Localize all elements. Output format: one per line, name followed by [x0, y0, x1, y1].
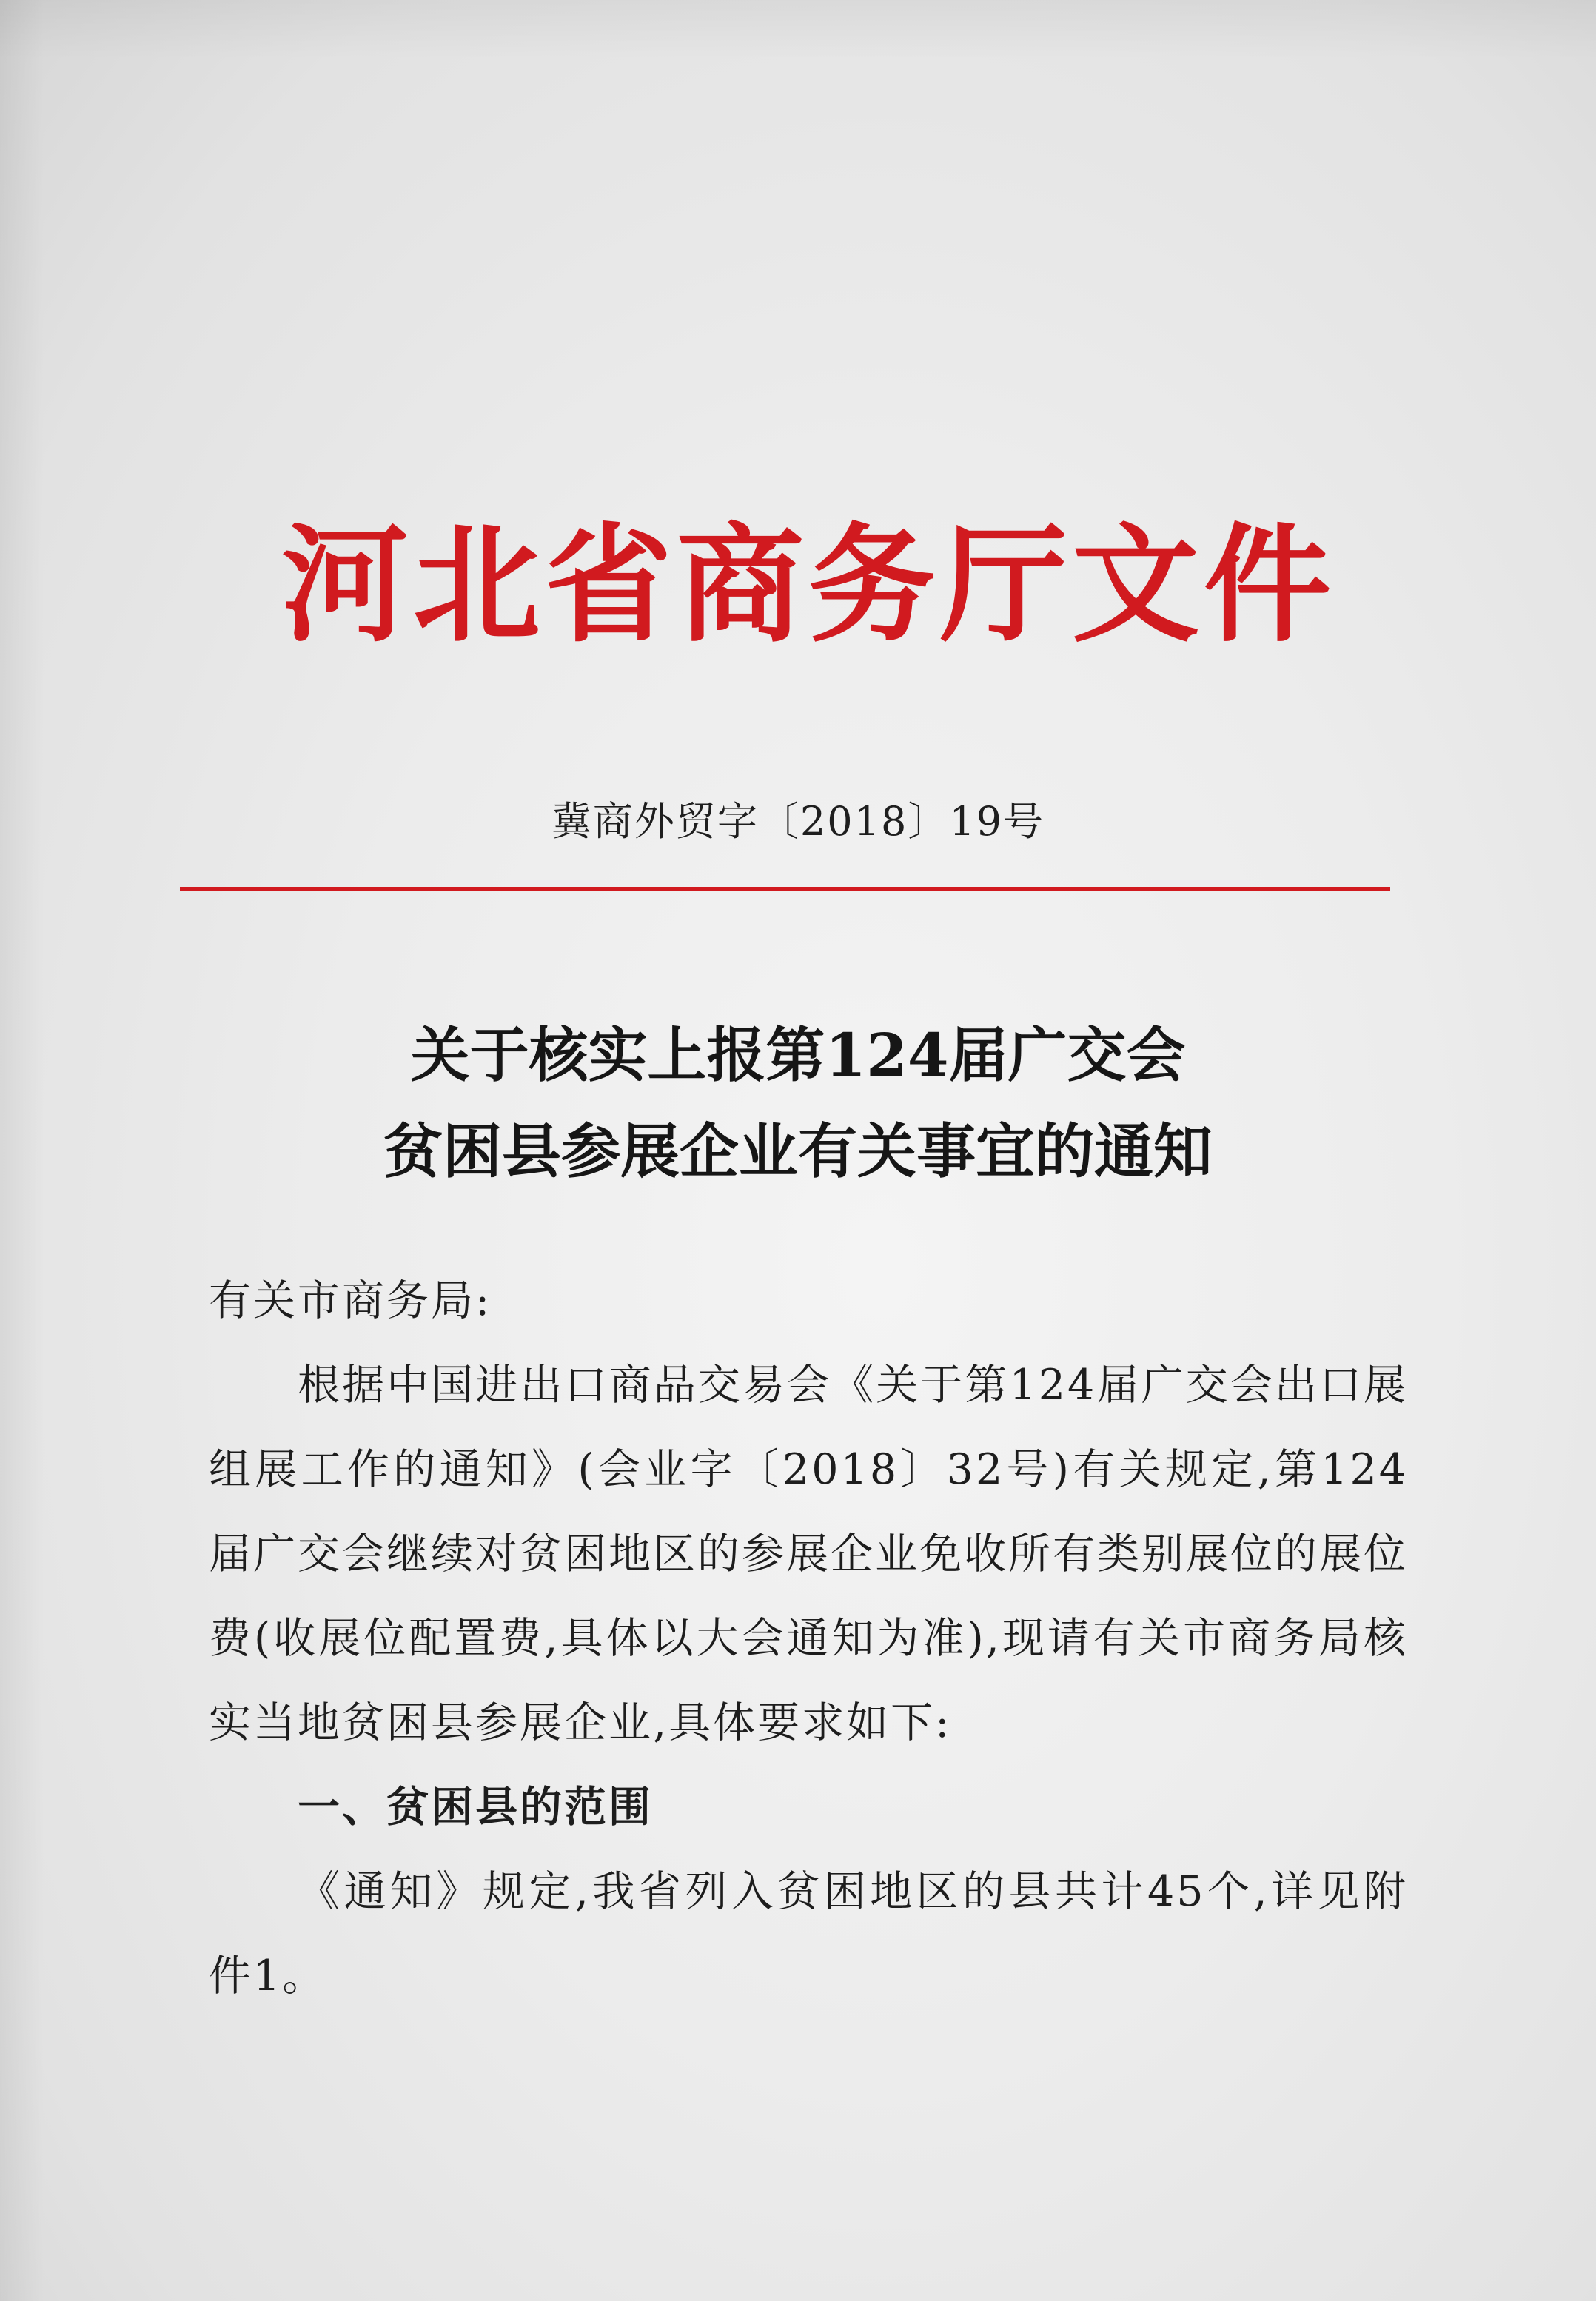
subject-line-1: 关于核实上报第124届广交会: [410, 1020, 1186, 1090]
page-shadow-top: [0, 0, 1596, 59]
red-header-title: 河北省商务厅文件: [281, 509, 1335, 660]
section-heading-1: 一、贫困县的范围: [298, 1783, 653, 1832]
document-number: 冀商外贸字〔2018〕19号: [551, 798, 1045, 845]
subject-line-2: 贫困县参展企业有关事宜的通知: [383, 1116, 1213, 1186]
document-body: [209, 1259, 1408, 2018]
body-paragraph-1: 根据中国进出口商品交易会《关于第124届广交会出口展组展工作的通知》(会业字〔2018〕32号)有关规定,第124届广交会继续对贫困地区的参展企业免收所有类别展位的展位费(收展位配置费,具体以大会通知为准),现请有关市商务局核实当地贫困县参展企业,具体要求如下:: [209, 1361, 1408, 1747]
salutation: 有关市商务局:: [209, 1276, 492, 1325]
document-subject: [0, 1007, 1596, 1199]
body-paragraph-2: 《通知》规定,我省列入贫困地区的县共计45个,详见附件1。: [209, 1867, 1408, 2000]
red-divider-line: [180, 887, 1390, 891]
